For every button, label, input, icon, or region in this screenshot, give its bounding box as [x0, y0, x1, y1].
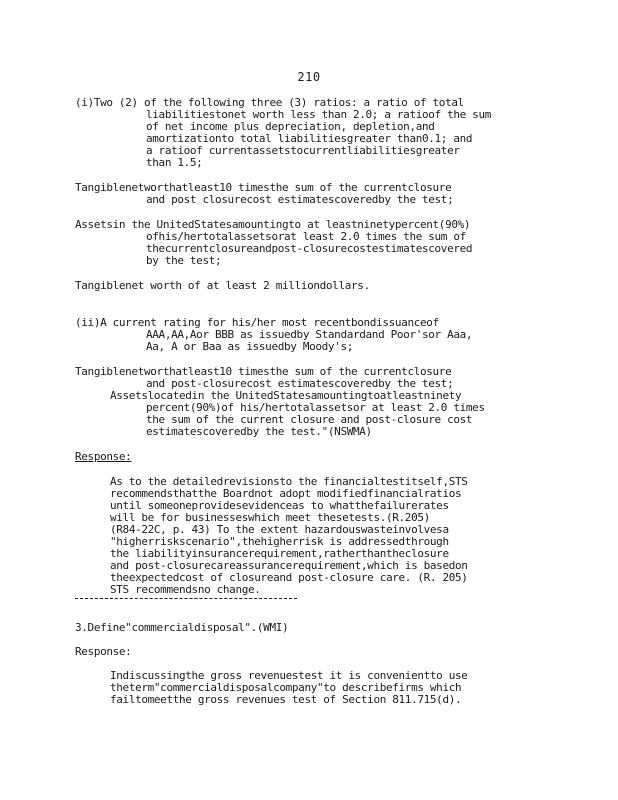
- text-line: estimatescoveredby the test."(NSWMA): [146, 425, 372, 438]
- text-line: Aa, A or Baa as issuedby Moody's;: [146, 340, 353, 353]
- text-line: of net income plus depreciation, depletion,and: [146, 120, 435, 133]
- text-line: than 1.5;: [146, 156, 203, 169]
- section-divider: [75, 598, 297, 599]
- text-line: STS recommendsno change.: [110, 583, 261, 596]
- text-line: recommendsthatthe Boardnot adopt modifiedfinancialratios: [110, 487, 462, 500]
- text-line: As to the detailedrevisionsto the financialtestitself,STS: [110, 475, 468, 488]
- text-line: theexpectedcost of closureand post-closure care. (R. 205): [110, 571, 468, 584]
- text-line: percent(90%)of his/hertotalassetsor at least 2.0 times: [146, 401, 485, 414]
- text-line: "higherriskscenario",thehigherrisk is addressedthrough: [110, 535, 449, 548]
- text-line: amortizationto total liabilitiesgreater than0.1; and: [146, 132, 473, 145]
- text-line: AAA,AA,Aor BBB as issuedby Standardand Poor'sor Aaa,: [146, 328, 473, 341]
- text-line: by the test;: [146, 254, 222, 267]
- text-line: Tangiblenet worth of at least 2 milliondollars.: [75, 279, 370, 292]
- text-line: will be for businesseswhich meet thesetests.(R.205): [110, 511, 430, 524]
- text-line: the liabilityinsurancerequirement,ratherthantheclosure: [110, 547, 449, 560]
- text-line: (R84-22C, p. 43) To the extent hazardouswasteinvolvesa: [110, 523, 449, 536]
- text-line: (i)Two (2) of the following three (3) ratios: a ratio of total: [75, 96, 464, 109]
- response-heading: Response:: [75, 450, 132, 463]
- text-line: a ratioof currentassetstocurrentliabilitiesgreater: [146, 144, 460, 157]
- text-line: and post-closurecost estimatescoveredby the test;: [146, 377, 454, 390]
- response-heading: Response:: [75, 645, 132, 658]
- text-line: ofhis/hertotalassetsorat least 2.0 times the sum of: [146, 230, 466, 243]
- text-line: Assetsin the UnitedStatesamountingto at leastninetypercent(90%): [75, 218, 471, 231]
- text-line: thecurrentclosureandpost-closurecostestimatescovered: [146, 242, 473, 255]
- text-line: Tangiblenetworthatleast10 timesthe sum of the currentclosure: [75, 181, 452, 194]
- text-line: Tangiblenetworthatleast10 timesthe sum of the currentclosure: [75, 365, 452, 378]
- text-line: and post closurecost estimatescoveredby the test;: [146, 193, 454, 206]
- text-line: theterm"commercialdisposalcompany"to describefirms which: [110, 681, 462, 694]
- page-number: 210: [297, 70, 321, 84]
- text-line: Assetslocatedin the UnitedStatesamountingtoatleastninety: [110, 389, 462, 402]
- text-line: the sum of the current closure and post-closure cost: [146, 413, 473, 426]
- text-line: failtomeetthe gross revenues test of Section 811.715(d).: [110, 693, 462, 706]
- text-line: until someoneprovidesevidenceas to whatthefailurerates: [110, 499, 449, 512]
- text-line: (ii)A current rating for his/her most recentbondissuanceof: [75, 316, 439, 329]
- text-line: and post-closurecareassurancerequirement,which is basedon: [110, 559, 468, 572]
- text-line: 3.Define"commercialdisposal".(WMI): [75, 621, 289, 634]
- text-line: liabilitiestonet worth less than 2.0; a ratioof the sum: [146, 108, 491, 121]
- text-line: Indiscussingthe gross revenuestest it is convenientto use: [110, 669, 468, 682]
